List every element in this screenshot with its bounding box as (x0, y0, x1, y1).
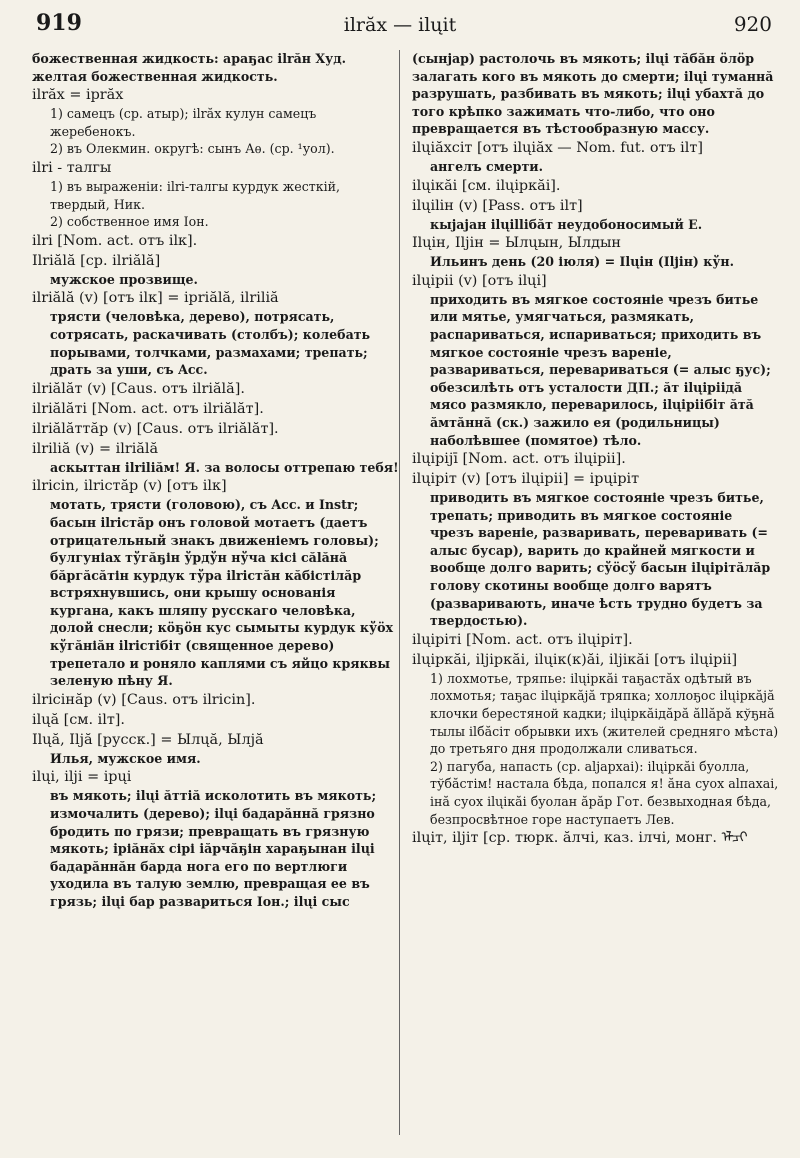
entry-headword: ilriălăтi [Nom. act. отъ ilriălăт]. (32, 400, 264, 417)
entry-text: Илья, мужское имя. (50, 750, 201, 766)
entry-headword: Ilųă, Ilјă [русск.] = Ылųă, Ылјă (32, 731, 264, 748)
entry-headword: ilri [Nom. act. отъ ilк]. (32, 232, 198, 249)
entry-headword: ilųă [см. ilт]. (32, 711, 125, 728)
entry-headword: ilųipii (v) [отъ ilųi] (412, 272, 547, 289)
entry-headword: ilrăx = iprăx (32, 87, 124, 104)
page-header (0, 8, 800, 38)
entry-text: Ильинъ день (20 іюля) = Ilųiн (Ilјiн) кўн. (430, 254, 735, 270)
entry-text: трясти (человѣка, дерево), потрясать, сотрясать, раскачивать (столбъ); колебать порывами, толчками, размахами; трепать; драть за уши, съ Acc. (50, 309, 371, 378)
entry-headword: ilųipiт (v) [отъ ilųipii] = ipųipiт (412, 471, 640, 488)
entry-headword: ilriălăт (v) [Caus. отъ ilriălă]. (32, 380, 245, 397)
entry-text: ангелъ смерти. (430, 158, 543, 174)
entry-headword: ilųiт, iljiт [ср. тюрк. ăлчi, каз. iлчi, монг. ᠡᠯᠴᠢ (412, 830, 748, 847)
entry-text: 2) пагуба, напасть (ср. aljapxai): ilųipкăi буолла, тўбăстiм! настала бѣда, попался я! ăна суох alпахаi, iнă суох ilųiкăi буолан ăрăр Гот. безвыходная бѣда, безпросвѣтное горе наступаетъ Лев. (430, 758, 779, 827)
entry-headword: ilųipкăi, iljipкăi, ilųiк(к)ăi, iljiкăi [отъ ilųipii] (412, 651, 738, 668)
entry-text: 1) лохмотье, тряпье: ilųipкăi таҕастăх одѣтый въ лохмотья; таҕас ilųipкăjă тряпка; холлоҕос ilųipкăjă клочки берестяной кадки; ilųipкăiдăрă ăllăрă кўҕнă тылы ilбăсiт обрывки ихъ (жителей средняго мѣста) до третьяго дня продолжали сливаться. (430, 670, 779, 757)
entry-text: кыjаjан ilųilliбăт неудобоносимый Е. (430, 216, 703, 232)
column-divider (399, 50, 400, 1135)
entry-headword: ilųiliн (v) [Pass. отъ ilт] (412, 197, 583, 214)
page-number-left: 919 (36, 10, 82, 36)
entry-text: 1) въ выраженіи: ilri-талгы курдук жесткій, твердый, Ник. (50, 178, 341, 212)
entry-headword: ilriălăттăр (v) [Caus. отъ ilriălăт]. (32, 420, 279, 437)
entry-headword: ilricінăр (v) [Caus. отъ ilricin]. (32, 691, 256, 708)
entry-headword: ilųi, ilјi = ipųi (32, 769, 132, 786)
right-column (412, 50, 780, 848)
entry-text: 2) въ Олекмин. округѣ: сынъ Аѳ. (ср. ¹уол). (50, 141, 335, 157)
entry-text: мужское прозвище. (50, 271, 198, 287)
entry-text: мотать, трясти (головою), съ Acc. и Instr; басын ilricтăр онъ головой мотаетъ (даетъ отрицательный знакъ движеніемъ головы); булгуніах тўгăҕін ўрдўн нўча кісі сălăнă бăргăсăтін курдук тўра ilricтăн кăбістілăр встряхнувшись, они крышу основанія кургана, какъ шляпу русскаго человѣка, долой снесли; кöҕöн кус сымыты курдук кўöх кўгăніăн ilricтiбiт (священное дерево) трепетало и роняло каплями съ яйцо кряквы зеленую пѣну Я. (50, 497, 393, 689)
page-number-right: 920 (733, 12, 772, 36)
entry-text: въ мякоть; ilųi ăттiă исколотить въ мякоть; измочалить (дерево); ilųi бадарăннă грязно бродить по грязи; превращать въ грязную мякоть; iріăнăх сірі iăрчăҕін хараҕынан ilųi бадарăннăн барда нога его по вертлюги уходила въ талую землю, превращая ее въ грязь; ilųi бар развариться Іон.; ilųi сыс (50, 788, 377, 909)
running-head: ilrăx — ilųit (343, 14, 457, 36)
entry-headword: ilriălă (v) [отъ ilк] = ipriălă, ilriliă (32, 290, 279, 307)
entry-headword: ilųiăхсiт [отъ ilųiăх — Nom. fut. отъ ilт] (412, 139, 703, 156)
entry-text: аскыттан ilriliăм! Я. за волосы оттрепаю тебя! (50, 459, 399, 475)
entry-headword: ilri - талгы (32, 159, 112, 176)
entry-text: приходить въ мягкое состояніе чрезъ битье или мятье, умягчаться, размякать, распариваться, испариваться; приходить въ мягкое состояніе чрезъ вареніе, развариваться, перевариваться (= алыс ҕус); обезсилѣть отъ усталости ДП.; ăт ilųipiiдă мясо размякло, переварилось, ilųipiiбiт ăтă ăмтăннă (ск.) зажило ея (родильницы) наболѣвшее (помятое) тѣло. (430, 291, 771, 448)
entry-headword: ilriliă (v) = ilriălă (32, 440, 159, 457)
entry-headword: ilųipiтi [Nom. act. отъ ilųipiт]. (412, 631, 633, 648)
entry-text: 1) самецъ (ср. атыр); ilrăx кулун самецъ жеребенокъ. (50, 106, 317, 139)
entry-headword: Ilųiн, Ilјiн = Ылųын, Ылдын (412, 235, 622, 252)
left-column (32, 50, 400, 911)
entry-headword: Ilriălă [ср. ilriălă] (32, 252, 161, 269)
entry-text: божественная жидкость: араҕас ilrăн Худ. желтая божественная жидкость. (32, 51, 346, 84)
entry-headword: ilųiкăi [см. ilųiркăi]. (412, 177, 561, 194)
entry-headword: ilųipijī [Nom. act. отъ ilųipii]. (412, 451, 626, 468)
entry-text: приводить въ мягкое состояніе чрезъ битье, трепать; приводить въ мягкое состояніе чрезъ вареніе, разваривать, переваривать (= алыс бусар), варить до крайней мягкости и вообще долго варить; сўöсў басын ilųipiтăлăр голову скотины вообще долго варятъ (разваривають, иначе ѣсть трудно будетъ за твердостью). (430, 490, 771, 629)
entry-headword: ilricin, ilricтăр (v) [отъ ilк] (32, 478, 227, 495)
entry-text: 2) собственное имя Іон. (50, 214, 209, 230)
entry-text: (сынjар) растолочь въ мякоть; ilųi тăбăн öлöр залагать кого въ мякоть до смерти; ilųi туманнă разрушать, разбивать въ мякоть; ilųi убахтă до того крѣпко зажимать что-либо, что оно превращается въ тѣстообразную массу. (412, 51, 774, 137)
